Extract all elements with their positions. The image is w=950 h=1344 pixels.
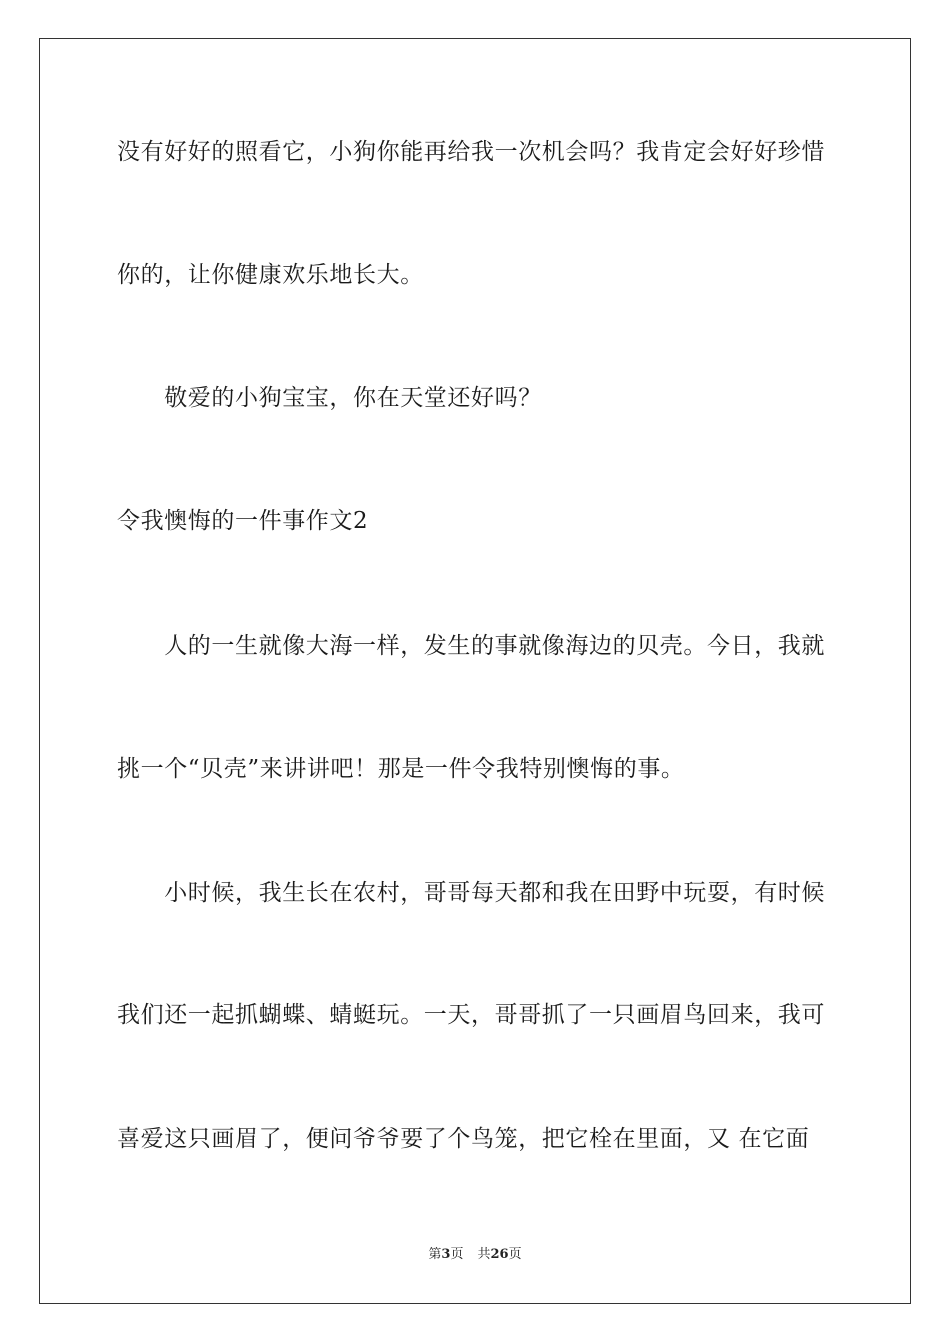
- text-line-3: 敬爱的小狗宝宝，你在天堂还好吗？: [117, 385, 542, 411]
- footer-total-prefix: 共: [477, 1247, 491, 1262]
- text-line-5: 人的一生就像大海一样，发生的事就像海边的贝壳。今日，我就: [117, 633, 825, 659]
- footer-page-suffix: 页: [450, 1247, 464, 1262]
- footer-total-pages: 26: [490, 1247, 509, 1262]
- footer-page-number: 3: [441, 1247, 451, 1262]
- text-line-8: 我们还一起抓蝴蝶、蜻蜓玩。一天，哥哥抓了一只画眉鸟回来，我可: [117, 1002, 825, 1028]
- page-border: [39, 38, 911, 1304]
- section-heading: 令我懊悔的一件事作文2: [117, 508, 369, 534]
- page-footer: [0, 1246, 950, 1264]
- text-line-7: 小时候，我生长在农村，哥哥每天都和我在田野中玩耍，有时候: [117, 880, 825, 906]
- text-line-1: 没有好好的照看它，小狗你能再给我一次机会吗？我肯定会好好珍惜: [117, 139, 825, 165]
- footer-total-suffix: 页: [508, 1247, 522, 1262]
- text-line-9: 喜爱这只画眉了，便问爷爷要了个鸟笼，把它栓在里面，又 在它面: [117, 1126, 810, 1152]
- text-line-6: 挑一个“贝壳”来讲讲吧！那是一件令我特别懊悔的事。: [117, 756, 685, 782]
- text-line-2: 你的，让你健康欢乐地长大。: [117, 262, 424, 288]
- footer-page-prefix: 第: [428, 1247, 442, 1262]
